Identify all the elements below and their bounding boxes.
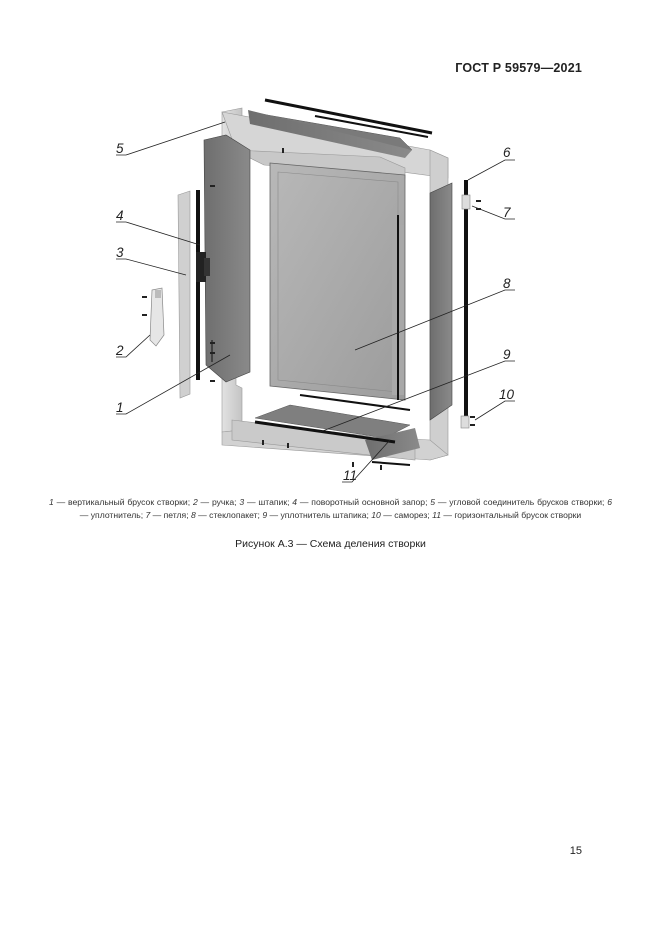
legend-item-9: 9 — уплотнитель штапика; <box>262 509 372 520</box>
document-header-standard: ГОСТ Р 59579—2021 <box>455 61 582 75</box>
left-vertical-bar <box>204 135 250 382</box>
callout-10: 10 <box>499 387 515 402</box>
glass-unit <box>270 163 405 400</box>
callout-3: 3 <box>116 245 124 260</box>
handle <box>150 288 164 346</box>
legend-item-10: 10 — саморез; <box>371 509 433 520</box>
figure-title: Рисунок А.3 — Схема деления створки <box>235 538 426 550</box>
legend-item-6: 6 — уплотнитель; <box>79 497 613 520</box>
callout-9: 9 <box>503 347 511 362</box>
right-seal-hinge <box>461 180 470 428</box>
legend-item-8: 8 — стеклопакет; <box>191 509 263 520</box>
figure-legend <box>49 496 612 521</box>
callout-6: 6 <box>503 145 511 160</box>
legend-item-1: 1 — вертикальный брусок створки; <box>49 497 193 507</box>
legend-item-4: 4 — поворотный основной запор; <box>292 497 431 507</box>
legend-item-5: 5 — угловой соединитель брусков створки; <box>430 497 608 507</box>
legend-item-7: 7 — петля; <box>145 509 191 520</box>
callout-7: 7 <box>503 205 511 220</box>
right-vertical-bar <box>430 183 452 420</box>
callout-1: 1 <box>116 400 124 415</box>
page-number: 15 <box>569 845 582 857</box>
callout-11: 11 <box>343 468 358 483</box>
callout-4: 4 <box>116 208 124 223</box>
callout-2: 2 <box>116 343 124 358</box>
legend-item-11: 11 — горизонтальный брусок створки <box>432 509 582 520</box>
callout-5: 5 <box>116 141 124 156</box>
callout-8: 8 <box>503 276 511 291</box>
legend-item-2: 2 — ручка; <box>192 497 240 507</box>
glazing-bead-vertical <box>178 191 190 398</box>
legend-item-3: 3 — штапик; <box>239 497 293 507</box>
